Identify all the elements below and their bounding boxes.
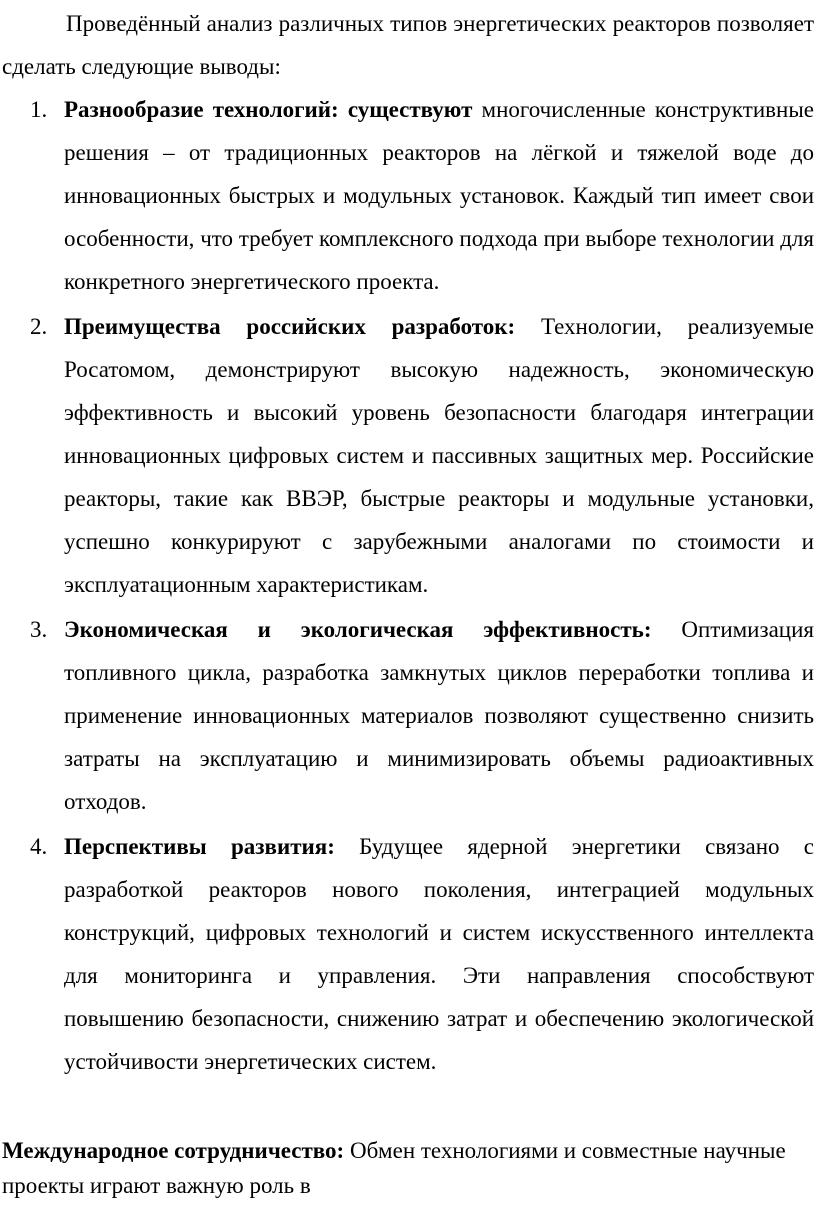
- list-item-number: 3.: [30, 617, 48, 642]
- list-item-number: 2.: [30, 314, 48, 339]
- list-item-heading: Перспективы развития:: [64, 834, 335, 859]
- list-item-number: 1.: [30, 97, 48, 122]
- list-item-heading: Преимущества российских разработок:: [64, 314, 516, 339]
- list-item: [0, 305, 816, 606]
- list-item: [0, 88, 816, 303]
- list-item: [0, 608, 816, 823]
- intro-paragraph: Проведённый анализ различных типов энергетических реакторов позволяет сделать следующие выводы:: [2, 11, 814, 79]
- list-item-number: 4.: [30, 834, 48, 859]
- list-item-text: Технологии, реализуемые Росатомом, демонстрируют высокую надежность, экономическую эффективность и высокий уровень безопасности благодаря интеграции инновационных цифровых систем и пассивных защитных мер. Российские реакторы, такие как ВВЭР, быстрые реакторы и модульные установки, успешно конкурируют с зарубежными аналогами по стоимости и эксплуатационным характеристикам.: [64, 314, 814, 597]
- list-item-text: Оптимизация топливного цикла, разработка замкнутых циклов переработки топлива и применение инновационных материалов позволяют существенно снизить затраты на эксплуатацию и минимизировать объемы радиоактивных отходов.: [64, 617, 814, 814]
- list-item-heading: Разнообразие технологий: существуют: [64, 97, 473, 122]
- conclusions-list: [0, 88, 816, 1085]
- closing-text: Обмен технологиями и совместные научные проекты играют важную роль в: [2, 1138, 786, 1198]
- closing-heading: Международное сотрудничество:: [2, 1138, 345, 1163]
- closing-paragraph: [2, 1133, 802, 1203]
- list-item-text: Будущее ядерной энергетики связано с разработкой реакторов нового поколения, интеграцией модульных конструкций, цифровых технологий и систем искусственного интеллекта для мониторинга и управления. Эти направления способствуют повышению безопасности, снижению затрат и обеспечению экологической устойчивости энергетических систем.: [64, 834, 814, 1074]
- list-item-heading: Экономическая и экологическая эффективность:: [64, 617, 652, 642]
- list-item-text: многочисленные конструктивные решения – от традиционных реакторов на лёгкой и тяжелой воде до инновационных быстрых и модульных установок. Каждый тип имеет свои особенности, что требует комплексного подхода при выборе технологии для конкретного энергетического проекта.: [64, 97, 814, 294]
- list-item: [0, 825, 816, 1083]
